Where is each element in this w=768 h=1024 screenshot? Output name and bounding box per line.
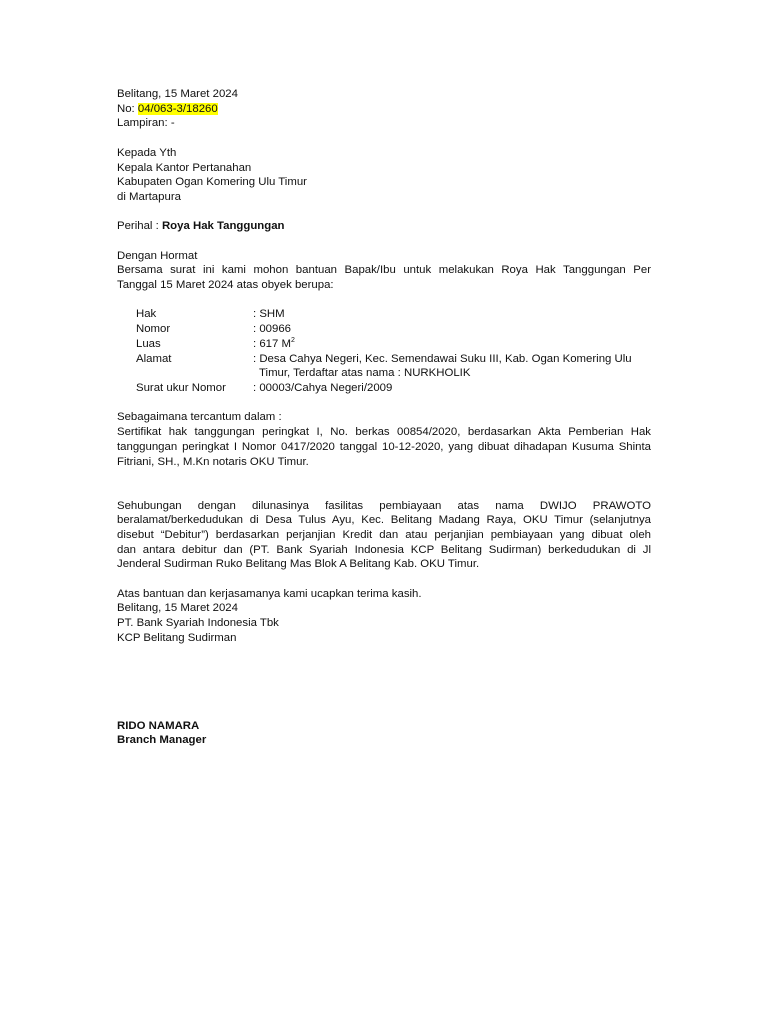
detail-row-hak xyxy=(136,307,651,322)
detail-row-nomor xyxy=(136,322,651,337)
body-paragraph xyxy=(117,499,651,573)
object-details xyxy=(136,307,651,395)
luas-value: : 617 M xyxy=(253,337,291,350)
detail-value: : SHM xyxy=(253,308,285,321)
signatory-name: RIDO NAMARA xyxy=(117,719,200,732)
reference-line: Fitriani, SH., M.Kn notaris OKU Timur. xyxy=(117,455,309,468)
detail-label: Nomor xyxy=(136,323,171,336)
recipient-office: Kepala Kantor Pertanahan xyxy=(117,161,252,174)
detail-row-alamat xyxy=(136,352,651,381)
body-line: beralamat/berkedudukan di Desa Tulus Ayu, Kec. Belitang Madang Raya, OKU Timur (selanjutnya xyxy=(117,514,651,527)
detail-value xyxy=(253,352,651,381)
detail-row-luas xyxy=(136,337,651,352)
reference-line: Sertifikat hak tanggungan peringkat I, No. berkas 00854/2020, berdasarkan Akta Pemberian Hak xyxy=(117,426,651,439)
body-line: Jenderal Sudirman Ruko Belitang Mas Blok A Belitang Kab. OKU Timur. xyxy=(117,558,480,571)
place-date: Belitang, 15 Maret 2024 xyxy=(117,88,238,100)
opening-line: Tanggal 15 Maret 2024 atas obyek berupa: xyxy=(117,279,334,292)
luas-superscript: 2 xyxy=(291,337,295,345)
letter-number xyxy=(117,102,651,117)
subject-label: Perihal : xyxy=(117,220,162,233)
detail-value: : 00003/Cahya Negeri/2009 xyxy=(253,382,393,394)
detail-value: : 00966 xyxy=(253,323,292,336)
letter-number-label: No: xyxy=(117,102,138,115)
detail-label: Surat ukur Nomor xyxy=(136,382,226,394)
detail-value xyxy=(253,337,651,352)
attachment: Lampiran: - xyxy=(117,117,175,130)
closing-place-date: Belitang, 15 Maret 2024 xyxy=(117,602,238,615)
opening-paragraph xyxy=(117,263,651,292)
opening-line: Bersama surat ini kami mohon bantuan Bapak/Ibu untuk melakukan Roya Hak Tanggungan Per xyxy=(117,264,651,277)
detail-label: Hak xyxy=(136,308,157,321)
reference-intro: Sebagaimana tercantum dalam : xyxy=(117,411,282,424)
recipient-greeting: Kepada Yth xyxy=(117,146,177,159)
recipient-regency: Kabupaten Ogan Komering Ulu Timur xyxy=(117,176,307,189)
detail-label: Alamat xyxy=(136,352,172,365)
closing-company: PT. Bank Syariah Indonesia Tbk xyxy=(117,617,279,630)
subject xyxy=(117,219,651,234)
closing-branch: KCP Belitang Sudirman xyxy=(117,631,237,644)
letter-content xyxy=(117,87,651,748)
body-line: dan antara debitur dan (PT. Bank Syariah Indonesia KCP Belitang Sudirman) berkedudukan di Jl xyxy=(117,543,651,556)
body-line: Sehubungan dengan dilunasinya fasilitas pembiayaan atas nama DWIJO PRAWOTO xyxy=(117,499,651,512)
detail-row-surat-ukur xyxy=(136,381,651,396)
salutation: Dengan Hormat xyxy=(117,249,198,262)
signatory-title: Branch Manager xyxy=(117,734,207,747)
detail-label: Luas xyxy=(136,337,161,350)
subject-value: Roya Hak Tanggungan xyxy=(161,220,285,233)
alamat-line: : Desa Cahya Negeri, Kec. Semendawai Suku III, Kab. Ogan Komering Ulu xyxy=(253,352,632,365)
body-line: disebut “Debitur”) berdasarkan perjanjian Kredit dan atau perjanjian pembiayaan yang dibuat oleh xyxy=(117,528,651,541)
reference-paragraph xyxy=(117,425,651,469)
reference-line: tanggungan peringkat I Nomor 0417/2020 tanggal 10-12-2020, yang dibuat dihadapan Kusuma Shinta xyxy=(117,440,651,453)
recipient-city: di Martapura xyxy=(117,190,181,203)
letter-number-value: 04/063-3/18260 xyxy=(137,102,218,115)
closing-thanks: Atas bantuan dan kerjasamanya kami ucapkan terima kasih. xyxy=(117,587,422,600)
alamat-line: Timur, Terdaftar atas nama : NURKHOLIK xyxy=(259,367,471,380)
